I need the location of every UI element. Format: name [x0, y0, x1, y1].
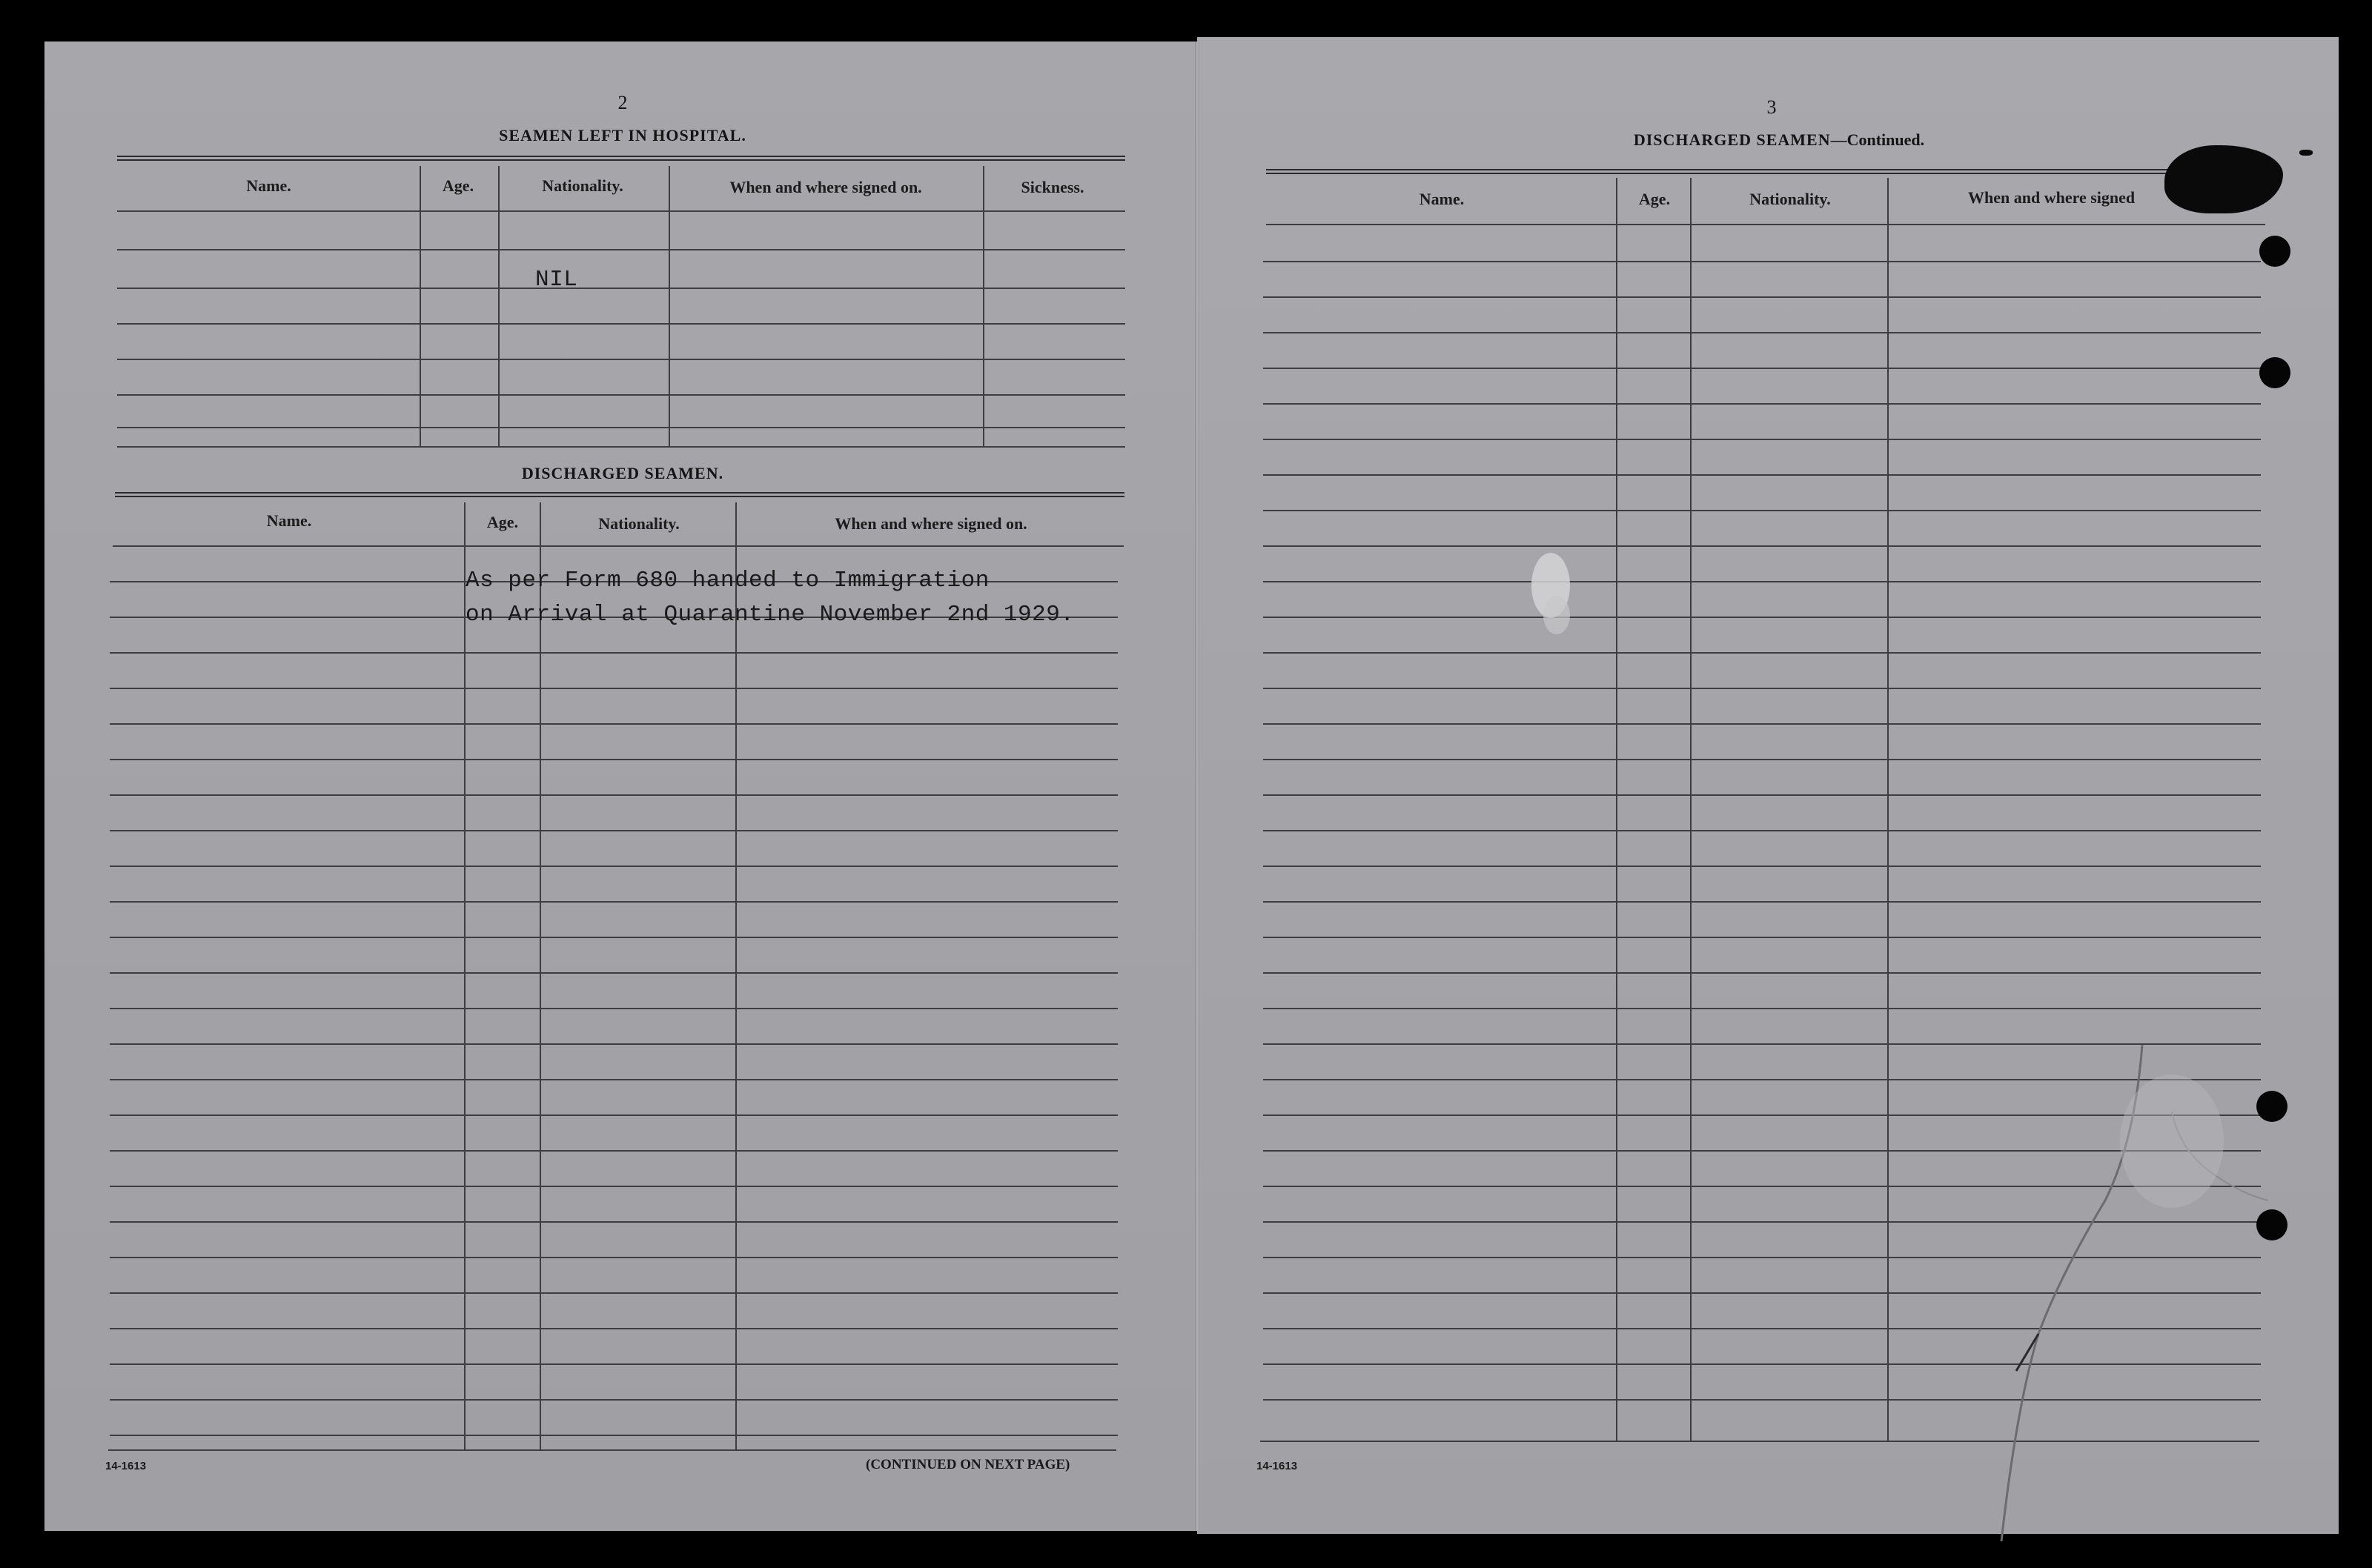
discharged-section-title: DISCHARGED SEAMEN. — [521, 464, 724, 482]
right-section-title-main: DISCHARGED SEAMEN — [1633, 130, 1831, 149]
discharged-row-rule — [110, 1150, 1118, 1152]
hospital-col-nationality: Nationality. — [542, 176, 623, 195]
discharged-row-rule — [110, 794, 1118, 796]
discharged-column-rule — [735, 502, 737, 1451]
hospital-col-name: Name. — [246, 176, 291, 195]
right-row-rule — [1263, 617, 2261, 618]
left-page — [44, 41, 1197, 1531]
discharged-row-rule — [110, 1008, 1118, 1009]
right-row-rule — [1263, 439, 2261, 440]
discharged-row-rule — [110, 1114, 1118, 1116]
discharged-row-rule — [110, 1292, 1118, 1294]
discharged-col-nationality: Nationality. — [598, 514, 680, 533]
right-row-rule — [1263, 937, 2261, 938]
right-column-rule — [1887, 178, 1889, 1442]
right-section-title-suffix: —Continued. — [1830, 130, 1925, 149]
discharged-row-rule — [110, 1399, 1118, 1401]
right-col-nationality: Nationality. — [1749, 190, 1831, 208]
hospital-column-rule — [498, 166, 500, 448]
right-row-rule — [1263, 403, 2261, 405]
left-form-number: 14-1613 — [105, 1460, 147, 1472]
hospital-col-age: Age. — [442, 176, 474, 195]
right-row-rule — [1263, 759, 2261, 760]
right-row-rule — [1263, 652, 2261, 654]
discharged-row-rule — [110, 1043, 1118, 1045]
hospital-row-rule — [117, 394, 1125, 396]
right-row-rule — [1263, 474, 2261, 476]
continued-note: (CONTINUED ON NEXT PAGE) — [866, 1457, 1070, 1472]
discharged-row-rule — [110, 723, 1118, 725]
discharged-row-rule — [110, 830, 1118, 831]
discharged-row-rule — [110, 1257, 1118, 1258]
discharged-row-rule — [110, 688, 1118, 689]
hospital-column-rule — [983, 166, 984, 448]
right-col-age: Age. — [1638, 190, 1671, 208]
right-row-rule — [1263, 830, 2261, 831]
right-row-rule — [1263, 901, 2261, 903]
discharged-row-rule — [110, 901, 1118, 903]
right-row-rule — [1263, 1008, 2261, 1009]
right-page-number: 3 — [1766, 96, 1777, 118]
hospital-row-rule — [117, 288, 1125, 289]
paper-stain — [1512, 534, 1594, 652]
hospital-row-rule — [117, 323, 1125, 325]
right-row-rule — [1263, 545, 2261, 547]
right-row-rule — [1263, 510, 2261, 511]
discharged-row-rule — [110, 1221, 1118, 1223]
typed-note-line-1: As per Form 680 handed to Immigration — [466, 568, 990, 594]
discharged-header-rule — [113, 545, 1124, 547]
discharged-row-rule — [110, 1328, 1118, 1329]
typed-note-line-2: on Arrival at Quarantine November 2nd 1929. — [466, 602, 1075, 628]
right-top-rule — [1266, 169, 2263, 174]
left-page-number: 2 — [617, 92, 628, 113]
hospital-section-title: SEAMEN LEFT IN HOSPITAL. — [499, 126, 746, 144]
discharged-row-rule — [110, 937, 1118, 938]
hospital-col-signed-on: When and where signed on. — [729, 178, 922, 196]
discharged-row-rule — [110, 1079, 1118, 1080]
hospital-row-rule — [117, 210, 1125, 212]
paper-crease — [1957, 1023, 2268, 1541]
discharged-column-rule — [540, 502, 541, 1451]
page-fold — [1195, 41, 1199, 1531]
right-col-name: Name. — [1419, 190, 1465, 208]
right-col-signed-on: When and where signed — [1968, 188, 2136, 207]
discharged-row-rule — [110, 1186, 1118, 1187]
discharged-row-rule — [110, 972, 1118, 974]
discharged-column-rule — [464, 502, 466, 1451]
punch-hole-2 — [2259, 357, 2290, 388]
right-row-rule — [1263, 296, 2261, 298]
right-row-rule — [1263, 688, 2261, 689]
hospital-row-rule — [117, 249, 1125, 250]
discharged-row-rule — [110, 1363, 1118, 1365]
discharged-row-rule — [110, 1435, 1118, 1436]
right-header-rule — [1266, 224, 2265, 225]
hospital-top-rule — [117, 156, 1125, 161]
hospital-col-sickness: Sickness. — [1021, 178, 1084, 196]
discharged-col-name: Name. — [266, 511, 312, 530]
hospital-row-rule — [117, 359, 1125, 360]
right-row-rule — [1263, 723, 2261, 725]
right-row-rule — [1263, 581, 2261, 582]
hospital-nil-entry: NIL — [535, 267, 578, 293]
discharged-col-age: Age. — [486, 513, 519, 531]
right-row-rule — [1263, 368, 2261, 369]
right-section-title — [1527, 130, 2031, 150]
discharged-top-rule — [115, 492, 1124, 497]
right-form-number: 14-1613 — [1256, 1460, 1298, 1472]
discharged-row-rule — [110, 866, 1118, 867]
hospital-column-rule — [420, 166, 421, 448]
right-row-rule — [1263, 261, 2261, 262]
right-column-rule — [1616, 178, 1617, 1442]
hospital-column-rule — [669, 166, 670, 448]
ink-speck — [2299, 150, 2313, 156]
right-column-rule — [1690, 178, 1692, 1442]
discharged-col-signed-on: When and where signed on. — [835, 514, 1027, 533]
right-row-rule — [1263, 972, 2261, 974]
right-row-rule — [1263, 332, 2261, 333]
hospital-row-rule — [117, 427, 1125, 428]
discharged-row-rule — [110, 759, 1118, 760]
discharged-row-rule — [110, 652, 1118, 654]
right-row-rule — [1263, 794, 2261, 796]
discharged-bottom-rule — [108, 1449, 1116, 1451]
punch-hole-1 — [2259, 236, 2290, 267]
hospital-bottom-rule — [117, 446, 1125, 448]
right-row-rule — [1263, 866, 2261, 867]
